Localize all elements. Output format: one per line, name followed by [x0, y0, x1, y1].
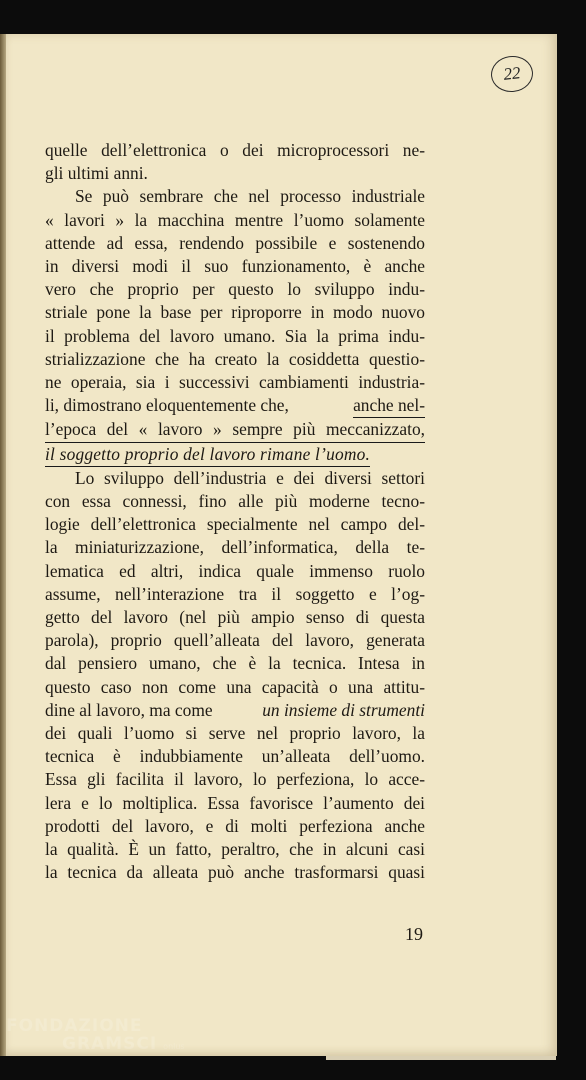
- watermark-line-3: onlus: [163, 1042, 185, 1051]
- text-line: quelle dell’elettronica o dei microprocessori ne-: [45, 140, 425, 160]
- handwritten-folio-number: 22: [489, 54, 535, 94]
- underlined-italic-line: il soggetto proprio del lavoro rimane l’uomo.: [45, 443, 370, 467]
- watermark-line-2: GRAMSCI: [62, 1034, 158, 1054]
- text-line: parola), proprio quell’alleata del lavoro, generata: [45, 630, 425, 651]
- italic-phrase: un insieme di strumenti: [262, 699, 425, 720]
- text-line-part: dine al lavoro, ma come: [45, 699, 213, 720]
- text-line: Essa gli facilita il lavoro, lo perfeziona, lo acce-: [45, 769, 425, 790]
- underlined-line: l’epoca del « lavoro » sempre più meccanizzato,: [45, 418, 425, 442]
- text-line: [45, 443, 425, 467]
- text-line: con essa connessi, fino alle più moderne tecno-: [45, 491, 425, 512]
- text-line: attende ad essa, rendendo possibile e sostenendo: [45, 232, 425, 253]
- text-line: lematica ed altri, indica quale immenso ruolo: [45, 560, 425, 581]
- text-line: dei quali l’uomo si serve nel proprio lavoro, la: [45, 723, 425, 744]
- text-line: questo caso non come una capacità o una attitu-: [45, 676, 425, 697]
- text-line: la qualità. È un fatto, peraltro, che in alcuni casi: [45, 839, 425, 860]
- text-line: [45, 699, 425, 722]
- text-line: gli ultimi anni.: [45, 163, 148, 184]
- text-line: [45, 394, 425, 418]
- text-line: dal pensiero umano, che è la tecnica. Intesa in: [45, 653, 425, 674]
- text-line: striale pone la base per riproporre in modo nuovo: [45, 302, 425, 323]
- text-line: strializzazione che ha creato la cosiddetta questio-: [45, 348, 425, 369]
- page-number: 19: [405, 924, 423, 944]
- underlined-phrase: anche nel-: [353, 394, 425, 418]
- text-line: la miniaturizzazione, dell’informatica, della te-: [45, 537, 425, 558]
- text-line: Lo sviluppo dell’industria e dei diversi settori: [75, 467, 425, 488]
- page-body-text: [45, 139, 425, 885]
- text-line-part: li, dimostrano eloquentemente che,: [45, 395, 289, 416]
- text-line: in diversi modi il suo funzionamento, è anche: [45, 256, 425, 277]
- text-line: la tecnica da alleata può anche trasformarsi quasi: [45, 862, 425, 883]
- text-line: Se può sembrare che nel processo industriale: [75, 186, 425, 207]
- text-line: assume, nell’interazione tra il soggetto e l’og-: [45, 583, 425, 604]
- page-bottom-edge: [326, 1056, 556, 1060]
- text-line: il problema del lavoro umano. Sia la prima indu-: [45, 325, 425, 346]
- text-line: prodotti del lavoro, e di molti perfeziona anche: [45, 815, 425, 836]
- text-line: [45, 418, 425, 442]
- text-line: « lavori » la macchina mentre l’uomo solamente: [45, 209, 425, 230]
- text-line: logie dell’elettronica specialmente nel campo del-: [45, 514, 425, 535]
- text-line: ne operaia, sia i successivi cambiamenti industria-: [45, 372, 425, 393]
- watermark-line-1: FONDAZIONE: [6, 1016, 143, 1036]
- text-line: lera e lo moltiplica. Essa favorisce l’aumento dei: [45, 792, 425, 813]
- text-line: vero che proprio per questo lo sviluppo indu-: [45, 279, 425, 300]
- text-line: tecnica è indubbiamente un’alleata dell’uomo.: [45, 746, 425, 767]
- archive-watermark: [6, 1017, 185, 1056]
- text-line: getto del lavoro (nel più ampio senso di questa: [45, 607, 425, 628]
